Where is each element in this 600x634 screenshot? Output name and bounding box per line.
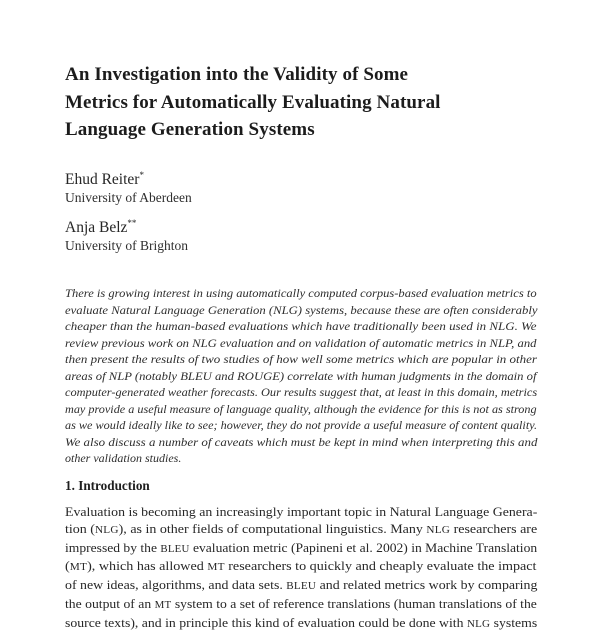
author-block bbox=[65, 166, 192, 206]
abstract-line: review previous work on NLG evaluation and on validation of automatic metrics in NLP, and bbox=[65, 335, 537, 350]
author-affiliation: University of Brighton bbox=[65, 238, 188, 254]
abstract-line: other validation studies. bbox=[65, 451, 182, 465]
abstract-line: as we would ideally like to see; however, they do not provide a useful measure of content quality. bbox=[65, 418, 538, 432]
abstract-line: areas of NLP (notably BLEU and ROUGE) correlate with human judgments in the domain of bbox=[65, 368, 537, 383]
author-footnote-mark: * bbox=[139, 169, 144, 180]
introduction-paragraph-line: of new ideas, algorithms, and data sets. BLEU and related metrics work by comparing bbox=[65, 577, 538, 593]
abstract-line: then present the results of two studies of how well some metrics which are popular in other bbox=[65, 352, 537, 366]
section-heading-introduction: 1. Introduction bbox=[65, 477, 150, 493]
paper-title bbox=[65, 61, 537, 144]
author-name-text: Anja Belz bbox=[65, 219, 128, 237]
introduction-paragraph-line: the output of an MT system to a set of reference translations (human translations of the bbox=[65, 596, 537, 612]
abstract bbox=[65, 285, 537, 467]
paper-title-line: An Investigation into the Validity of Some bbox=[65, 64, 409, 85]
abstract-line: There is growing interest in using automatically computed corpus-based evaluation metrics to bbox=[65, 286, 537, 300]
introduction-paragraph bbox=[65, 504, 537, 634]
abstract-line: cheaper than the human-based evaluations which have traditionally been used in NLG. We bbox=[65, 319, 537, 333]
author-block bbox=[65, 214, 188, 254]
abstract-line: We also discuss a number of caveats which must be kept in mind when interpreting this and bbox=[65, 434, 538, 449]
introduction-paragraph-line: source texts), and in principle this kind of evaluation could be done with NLG systems bbox=[65, 615, 538, 631]
introduction-paragraph-line: Evaluation is becoming an increasingly important topic in Natural Language Genera- bbox=[65, 503, 538, 519]
paper-title-line: Metrics for Automatically Evaluating Natural bbox=[65, 91, 441, 113]
introduction-paragraph-line: (MT), which has allowed MT researchers to quickly and cheaply evaluate the impact bbox=[65, 558, 537, 574]
author-name bbox=[65, 166, 192, 189]
author-name-text: Ehud Reiter bbox=[65, 171, 140, 189]
introduction-paragraph-line: impressed by the BLEU evaluation metric (Papineni et al. 2002) in Machine Translation bbox=[65, 539, 538, 555]
author-name bbox=[65, 214, 188, 237]
author-affiliation: University of Aberdeen bbox=[65, 190, 192, 206]
abstract-line: evaluate Natural Language Generation (NLG) systems, because these are often considerably bbox=[65, 302, 538, 317]
introduction-paragraph-line: tion (NLG), as in other fields of computational linguistics. Many NLG researchers are bbox=[65, 520, 538, 536]
abstract-line: may provide a useful measure of language quality, although the evidence for this is not as strong bbox=[65, 401, 537, 416]
author-footnote-mark: ** bbox=[127, 217, 137, 228]
paper-title-line: Language Generation Systems bbox=[65, 119, 315, 141]
abstract-line: computer-generated weather forecasts. Our results suggest that, at least in this domain, metrics bbox=[65, 385, 538, 399]
